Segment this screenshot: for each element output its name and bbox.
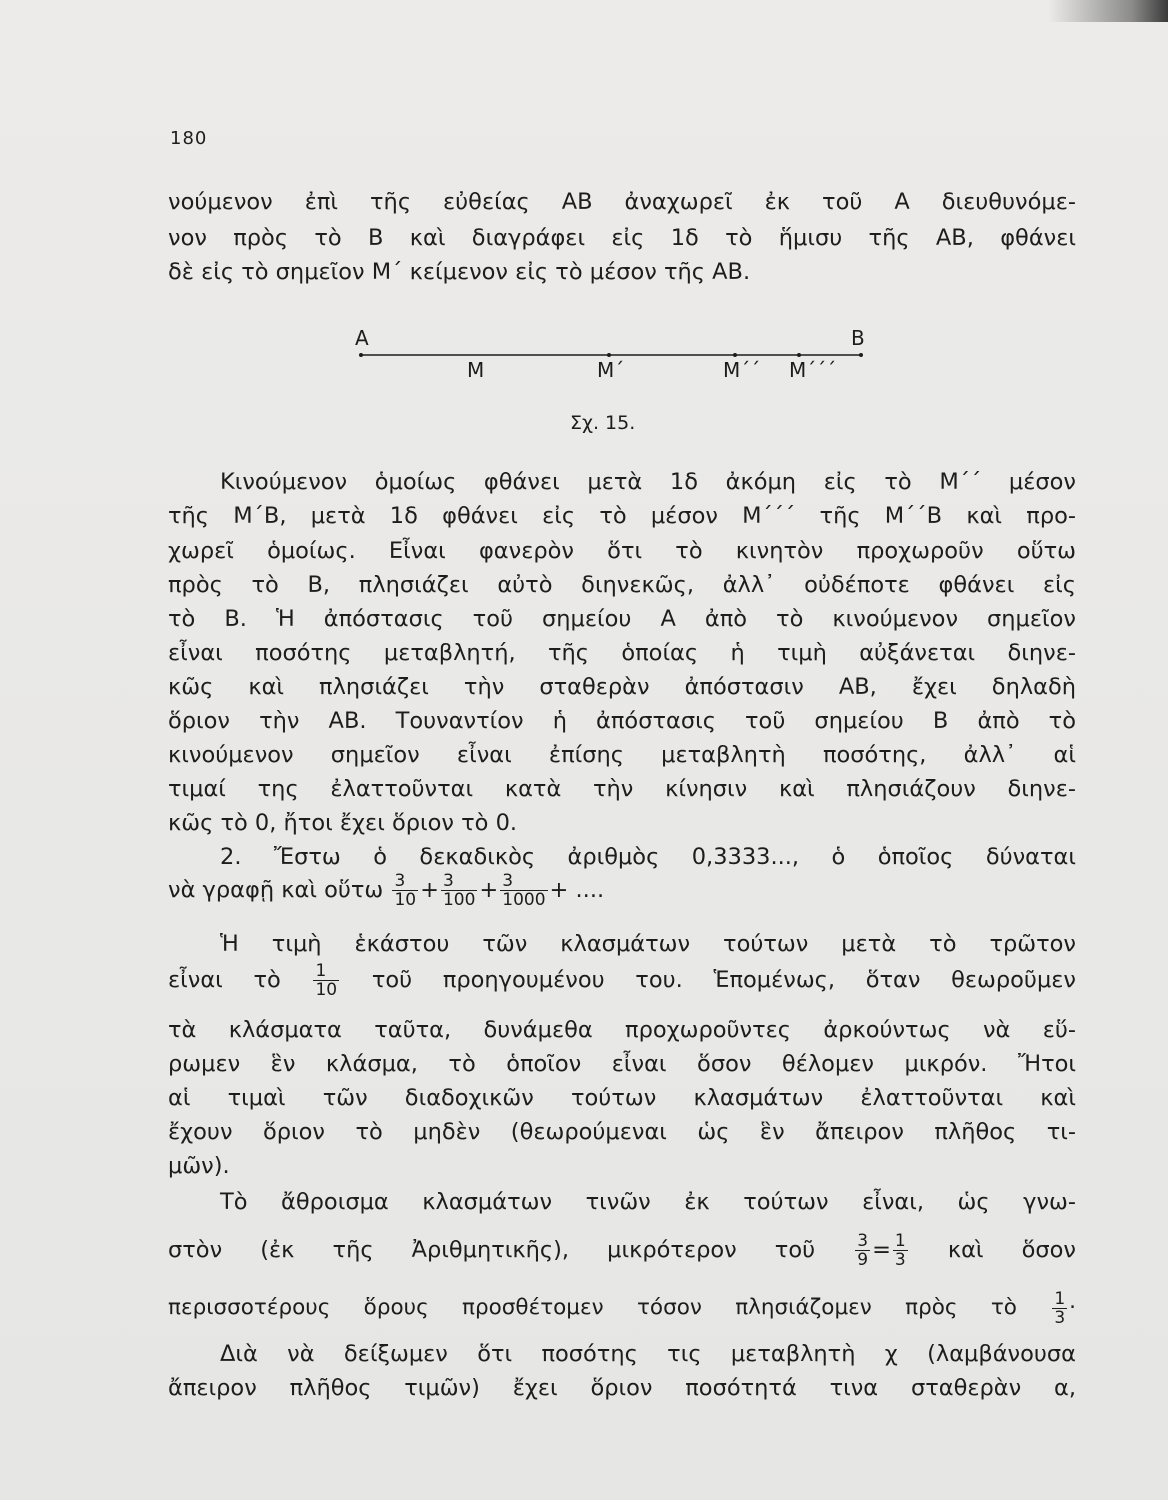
label-m-prime: Μ΄ — [597, 358, 625, 382]
p5-suffix: καὶ ὅσον — [947, 1237, 1076, 1263]
ellipsis: + .... — [549, 877, 605, 903]
fraction-numerator: 3 — [392, 872, 418, 891]
paragraph-2-line-4: πρὸς τὸ Β, πλησιάζει αὐτὸ διηνεκῶς, ἀλλ᾽ οὐδέποτε φθάνει εἰς — [168, 572, 1076, 598]
fraction-3-100 — [441, 872, 477, 909]
paragraph-4-line-2 — [168, 956, 1076, 1004]
equals-sign: = — [872, 1237, 891, 1263]
p3-prefix: νὰ γραφῇ καὶ οὕτω — [168, 877, 384, 903]
point-m3 — [797, 353, 801, 357]
p5-prefix: στὸν (ἐκ τῆς Ἀριθμητικῆς), μικρότερον τοῦ — [168, 1237, 816, 1263]
paragraph-2-line-3: χωρεῖ ὁμοίως. Εἶναι φανερὸν ὅτι τὸ κινητὸν προχωροῦν οὕτω — [168, 538, 1076, 564]
paragraph-2-line-9: κινούμενον σημεῖον εἶναι ἐπίσης μεταβλητὴ ποσότης, ἀλλ᾽ αἱ — [168, 742, 1076, 768]
paragraph-3-line-1: 2. Ἔστω ὁ δεκαδικὸς ἀριθμὸς 0,3333..., ὁ ὁποῖος δύναται — [220, 844, 1076, 870]
figure-caption: Σχ. 15. — [570, 412, 636, 434]
paragraph-2-line-2: τῆς Μ΄Β, μετὰ 1δ φθάνει εἰς τὸ μέσον Μ΄΄΄ τῆς Μ΄΄Β καὶ προ- — [168, 503, 1076, 529]
paragraph-5-line-2 — [168, 1226, 1076, 1274]
p5-line3-prefix: περισσοτέρους ὅρους προσθέτομεν τόσον πλησιάζομεν πρὸς τὸ — [168, 1295, 1017, 1320]
fraction-denominator: 10 — [315, 980, 338, 1000]
paragraph-4-line-6: ἔχουν ὅριον τὸ μηδὲν (θεωρούμεναι ὡς ἓν ἄπειρον πλῆθος τι- — [168, 1119, 1076, 1145]
paragraph-5-line-1: Τὸ ἄθροισμα κλασμάτων τινῶν ἐκ τούτων εἶναι, ὡς γνω- — [220, 1189, 1076, 1215]
paragraph-1-line-1: νούμενον ἐπὶ τῆς εὐθείας ΑΒ ἀναχωρεῖ ἐκ τοῦ Α διευθυνόμε- — [168, 189, 1076, 215]
paragraph-6-line-2: ἄπειρον πλῆθος τιμῶν) ἔχει ὅριον ποσότητά τινα σταθερὰν α, — [168, 1375, 1076, 1401]
paragraph-1-line-3: δὲ εἰς τὸ σημεῖον Μ΄ κείμενον εἰς τὸ μέσον τῆς ΑΒ. — [168, 259, 751, 285]
paragraph-6-line-1: Διὰ νὰ δείξωμεν ὅτι ποσότης τις μεταβλητὴ χ (λαμβάνουσα — [220, 1341, 1076, 1367]
fraction-1-3 — [893, 1232, 908, 1269]
paragraph-2-line-6: εἶναι ποσότης μεταβλητή, τῆς ὁποίας ἡ τιμὴ αὐξάνεται διηνε- — [168, 640, 1076, 666]
fraction-numerator: 1 — [1054, 1288, 1066, 1309]
p4-prefix: εἶναι τὸ — [168, 967, 281, 993]
fraction-numerator: 1 — [894, 1231, 906, 1251]
fraction-numerator: 3 — [500, 872, 547, 891]
paragraph-4-line-5: αἱ τιμαὶ τῶν διαδοχικῶν τούτων κλασμάτων ἐλαττοῦνται καὶ — [168, 1085, 1076, 1111]
plus-sign: + — [420, 877, 439, 903]
paragraph-2-line-5: τὸ Β. Ἡ ἀπόστασις τοῦ σημείου Α ἀπὸ τὸ κινούμενον σημεῖον — [168, 606, 1076, 632]
point-m2 — [733, 353, 737, 357]
p4-suffix: τοῦ προηγουμένου του. Ἑπομένως, ὅταν θεωροῦμεν — [371, 967, 1076, 993]
paragraph-2-line-7: κῶς καὶ πλησιάζει τὴν σταθερὰν ἀπόστασιν ΑΒ, ἔχει δηλαδὴ — [168, 674, 1076, 700]
paragraph-1-line-2: νον πρὸς τὸ Β καὶ διαγράφει εἰς 1δ τὸ ἥμισυ τῆς ΑΒ, φθάνει — [168, 225, 1076, 251]
fraction-denominator: 3 — [1054, 1307, 1066, 1328]
paragraph-2-line-8: ὅριον τὴν ΑΒ. Τουναντίον ἡ ἀπόστασις τοῦ σημείου Β ἀπὸ τὸ — [168, 708, 1076, 734]
label-m-double-prime: Μ΄΄ — [723, 358, 761, 382]
fraction-denominator: 3 — [894, 1250, 906, 1270]
point-a — [359, 353, 363, 357]
plus-sign: + — [479, 877, 499, 903]
fraction-3-9 — [855, 1232, 870, 1269]
figure-segment-ab — [355, 328, 875, 388]
fraction-1-3-final — [1052, 1290, 1067, 1327]
paragraph-4-line-7: μῶν). — [168, 1153, 230, 1179]
paragraph-4-line-4: ρωμεν ἓν κλάσμα, τὸ ὁποῖον εἶναι ὅσον θέλομεν μικρόν. Ἤτοι — [168, 1051, 1076, 1077]
fraction-1-10 — [313, 962, 339, 999]
label-b: Β — [851, 326, 865, 350]
label-m: Μ — [467, 358, 485, 382]
fraction-denominator: 1000 — [502, 890, 546, 910]
scan-shadow — [1048, 0, 1168, 22]
page-number: 180 — [170, 128, 208, 149]
point-m1 — [607, 353, 611, 357]
label-m-triple-prime: Μ΄΄΄ — [789, 358, 837, 382]
fraction-numerator: 1 — [313, 962, 339, 981]
fraction-denominator: 9 — [857, 1250, 869, 1270]
point-b — [859, 353, 863, 357]
fraction-3-10 — [392, 872, 418, 909]
label-a: Α — [355, 326, 369, 350]
paragraph-5-line-3 — [168, 1284, 1076, 1332]
fraction-denominator: 10 — [394, 890, 417, 910]
fraction-numerator: 3 — [441, 872, 477, 891]
paragraph-2-line-11: κῶς τὸ 0, ἤτοι ἔχει ὅριον τὸ 0. — [168, 810, 518, 836]
paragraph-2-line-10: τιμαί της ἐλαττοῦνται κατὰ τὴν κίνησιν καὶ πλησιάζουν διηνε- — [168, 776, 1076, 802]
paragraph-2-line-1: Κινούμενον ὁμοίως φθάνει μετὰ 1δ ἀκόμη εἰς τὸ Μ΄΄ μέσον — [220, 469, 1076, 495]
paragraph-4-line-3: τὰ κλάσματα ταῦτα, δυνάμεθα προχωροῦντες ἀρκούντως νὰ εὕ- — [168, 1017, 1076, 1043]
fraction-numerator: 3 — [857, 1231, 869, 1251]
fraction-3-1000 — [500, 872, 547, 909]
paragraph-3-line-2 — [168, 866, 1076, 914]
fraction-denominator: 100 — [442, 890, 476, 910]
p5-line3-suffix: · — [1069, 1295, 1076, 1320]
paragraph-4-line-1: Ἡ τιμὴ ἑκάστου τῶν κλασμάτων τούτων μετὰ τὸ τρῶτον — [220, 931, 1076, 957]
